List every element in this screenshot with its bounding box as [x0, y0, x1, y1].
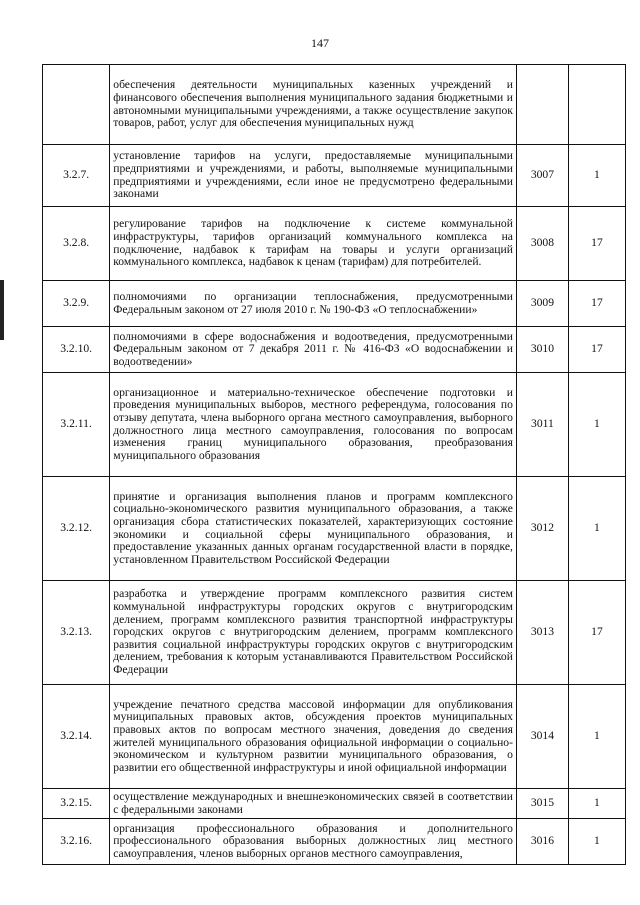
row-number: 3.2.8.: [43, 207, 110, 281]
table-row: [43, 819, 626, 865]
row-count: 17: [568, 281, 625, 327]
table-row: [43, 373, 626, 477]
row-count: 17: [568, 581, 625, 685]
row-code: 3013: [516, 581, 568, 685]
row-description: полномочиями по организации теплоснабжения, предусмотренными Федеральным законом от 27 июля 2010 г. № 190-ФЗ «О теплоснабжении»: [110, 281, 517, 327]
row-code: 3016: [516, 819, 568, 865]
row-description: регулирование тарифов на подключение к системе коммунальной инфраструктуры, тарифов организаций коммунального комплекса на подключение, надбавок к тарифам на товары и услуги организаций коммунального комплекса, надбавок к ценам (тарифам) для потребителей.: [110, 207, 517, 281]
row-number: 3.2.12.: [43, 477, 110, 581]
table-row: [43, 281, 626, 327]
table-row: [43, 327, 626, 373]
row-code: 3010: [516, 327, 568, 373]
row-code: 3007: [516, 145, 568, 207]
table-row: [43, 207, 626, 281]
scan-edge-mark: [0, 280, 4, 340]
row-count: 17: [568, 327, 625, 373]
row-description: осуществление международных и внешнеэкономических связей в соответствии с федеральными законами: [110, 789, 517, 819]
row-description: разработка и утверждение программ комплексного развития систем коммунальной инфраструктуры городских округов с внутригородским делением, программ комплексного развития транспортной инфраструктуры городских округов с внутригородским делением, программ комплексного развития социальной инфраструктуры городских округов с внутригородским делением, требования к которым устанавливаются Правительством Российской Федерации: [110, 581, 517, 685]
row-code: 3011: [516, 373, 568, 477]
row-number: 3.2.7.: [43, 145, 110, 207]
row-number: 3.2.15.: [43, 789, 110, 819]
row-description: принятие и организация выполнения планов и программ комплексного социально-экономического развития муниципального образования, а также организация сбора статистических показателей, характеризующих состояние экономики и социальной сферы муниципального образования, и предоставление указанных данных органам государственной власти в порядке, установленном Правительством Российской Федерации: [110, 477, 517, 581]
table-row: [43, 477, 626, 581]
row-code: 3015: [516, 789, 568, 819]
row-code: [516, 65, 568, 145]
row-count: 1: [568, 789, 625, 819]
row-number: 3.2.9.: [43, 281, 110, 327]
page-number: 147: [311, 36, 329, 50]
row-count: 1: [568, 477, 625, 581]
row-description: полномочиями в сфере водоснабжения и водоотведения, предусмотренными Федеральным законом от 7 декабря 2011 г. № 416-ФЗ «О водоснабжении и водоотведении»: [110, 327, 517, 373]
row-code: 3008: [516, 207, 568, 281]
table-row: [43, 789, 626, 819]
row-count: 1: [568, 373, 625, 477]
table-row: [43, 685, 626, 789]
table-row: [43, 65, 626, 145]
row-description: учреждение печатного средства массовой информации для опубликования муниципальных правовых актов, обсуждения проектов муниципальных правовых актов по вопросам местного значения, доведения до сведения жителей муниципального образования официальной информации о социально-экономическом и культурном развитии муниципального образования, о развитии его общественной инфраструктуры и иной официальной информации: [110, 685, 517, 789]
row-code: 3014: [516, 685, 568, 789]
row-number: 3.2.16.: [43, 819, 110, 865]
table-row: [43, 145, 626, 207]
row-count: 1: [568, 819, 625, 865]
row-code: 3012: [516, 477, 568, 581]
row-count: 1: [568, 685, 625, 789]
row-description: организация профессионального образования и дополнительного профессионального образования выборных должностных лиц местного самоуправления, членов выборных органов местного самоуправления,: [110, 819, 517, 865]
row-number: 3.2.14.: [43, 685, 110, 789]
row-description: обеспечения деятельности муниципальных казенных учреждений и финансового обеспечения выполнения муниципального задания бюджетными и автономными муниципальными учреждениями, а также осуществление закупок товаров, работ, услуг для обеспечения муниципальных нужд: [110, 65, 517, 145]
row-code: 3009: [516, 281, 568, 327]
document-table: [42, 64, 626, 865]
row-number: 3.2.11.: [43, 373, 110, 477]
row-number: [43, 65, 110, 145]
row-number: 3.2.13.: [43, 581, 110, 685]
row-description: организационное и материально-техническое обеспечение подготовки и проведения муниципальных выборов, местного референдума, голосования по отзыву депутата, члена выборного органа местного самоуправления, выборного должностного лица местного самоуправления, голосования по вопросам изменения границ муниципального образования, преобразования муниципального образования: [110, 373, 517, 477]
table-row: [43, 581, 626, 685]
row-description: установление тарифов на услуги, предоставляемые муниципальными предприятиями и учреждениями, и работы, выполняемые муниципальными предприятиями и учреждениями, если иное не предусмотрено федеральными законами: [110, 145, 517, 207]
row-count: 17: [568, 207, 625, 281]
row-count: 1: [568, 145, 625, 207]
row-count: [568, 65, 625, 145]
row-number: 3.2.10.: [43, 327, 110, 373]
